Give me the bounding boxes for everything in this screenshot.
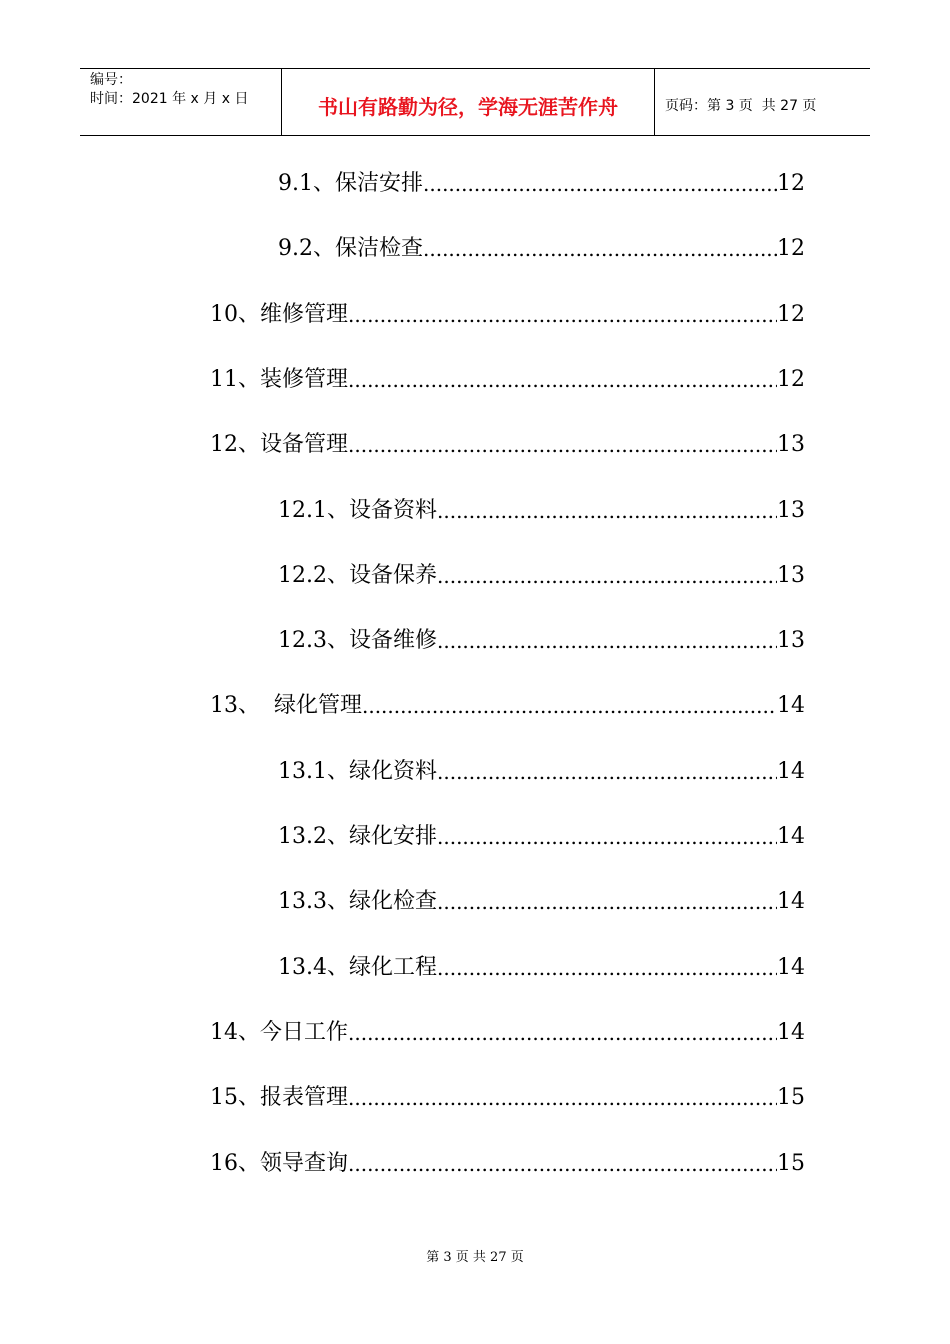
toc-leader-dots [348, 365, 777, 395]
toc-leader-dots [437, 496, 777, 526]
toc-entry-page-number: 14 [777, 759, 805, 784]
toc-entry-label: 13.4、绿化工程 [278, 955, 437, 980]
toc-entry[interactable] [210, 1149, 805, 1179]
toc-entry-page-number: 14 [777, 693, 805, 718]
toc-entry-label: 12.3、设备维修 [278, 628, 437, 653]
header-time-label: 时间：2021 年 x 月 x 日 [90, 91, 249, 107]
toc-entry-label: 12、设备管理 [210, 432, 348, 457]
toc-entry-label: 9.1、保洁安排 [278, 171, 423, 196]
toc-entry-page-number: 12 [777, 367, 805, 392]
toc-leader-dots [437, 757, 777, 787]
page-header [80, 68, 870, 136]
toc-entry-label: 13、 绿化管理 [210, 693, 362, 718]
toc-leader-dots [348, 1018, 777, 1048]
toc-entry[interactable] [278, 169, 805, 199]
toc-entry-label: 13.3、绿化检查 [278, 889, 437, 914]
toc-entry[interactable] [278, 822, 805, 852]
toc-entry[interactable] [210, 691, 805, 721]
toc-entry-page-number: 14 [777, 824, 805, 849]
toc-leader-dots [348, 430, 777, 460]
toc-entry[interactable] [278, 561, 805, 591]
toc-leader-dots [437, 561, 777, 591]
toc-entry[interactable] [210, 1018, 805, 1048]
toc-entry-page-number: 13 [777, 628, 805, 653]
toc-entry-label: 12.2、设备保养 [278, 563, 437, 588]
toc-entry[interactable] [278, 496, 805, 526]
toc-entry-label: 16、领导查询 [210, 1151, 348, 1176]
toc-entry-label: 9.2、保洁检查 [278, 236, 423, 261]
toc-entry-page-number: 12 [777, 302, 805, 327]
toc-entry-label: 14、今日工作 [210, 1020, 348, 1045]
toc-entry-page-number: 15 [777, 1151, 805, 1176]
toc-entry-label: 13.2、绿化安排 [278, 824, 437, 849]
toc-leader-dots [437, 887, 777, 917]
toc-leader-dots [423, 169, 777, 199]
toc-entry-page-number: 13 [777, 432, 805, 457]
header-meta [80, 69, 282, 135]
toc-entry-page-number: 12 [777, 171, 805, 196]
toc-entry[interactable] [210, 1083, 805, 1113]
toc-entry-page-number: 14 [777, 1020, 805, 1045]
header-number-label: 编号： [90, 72, 132, 88]
toc-entry-page-number: 13 [777, 498, 805, 523]
toc-leader-dots [348, 1149, 777, 1179]
toc-entry-page-number: 12 [777, 236, 805, 261]
toc-entry[interactable] [278, 626, 805, 656]
page-footer: 第 3 页 共 27 页 [426, 1250, 524, 1265]
toc-entry[interactable] [278, 757, 805, 787]
toc-entry[interactable] [278, 234, 805, 264]
toc-entry[interactable] [278, 887, 805, 917]
toc-entry-page-number: 14 [777, 889, 805, 914]
header-page-info [655, 69, 870, 135]
toc-entry-page-number: 13 [777, 563, 805, 588]
toc-leader-dots [437, 626, 777, 656]
toc-entry[interactable] [210, 430, 805, 460]
toc-entry-label: 10、维修管理 [210, 302, 348, 327]
toc-entry[interactable] [210, 300, 805, 330]
toc-entry-label: 13.1、绿化资料 [278, 759, 437, 784]
toc-entry-page-number: 14 [777, 955, 805, 980]
toc-leader-dots [362, 691, 777, 721]
toc-entry-label: 15、报表管理 [210, 1085, 348, 1110]
toc-leader-dots [437, 953, 777, 983]
toc-entry-page-number: 15 [777, 1085, 805, 1110]
toc-entry-label: 12.1、设备资料 [278, 498, 437, 523]
toc-entry[interactable] [278, 953, 805, 983]
toc-leader-dots [348, 300, 777, 330]
toc-entry-label: 11、装修管理 [210, 367, 348, 392]
toc-entry[interactable] [210, 365, 805, 395]
toc-leader-dots [437, 822, 777, 852]
toc-leader-dots [348, 1083, 777, 1113]
header-motto: 书山有路勤为径，学海无涯苦作舟 [282, 69, 655, 135]
header-page-info-text: 页码：第 3 页 共 27 页 [665, 98, 817, 114]
toc-leader-dots [423, 234, 777, 264]
